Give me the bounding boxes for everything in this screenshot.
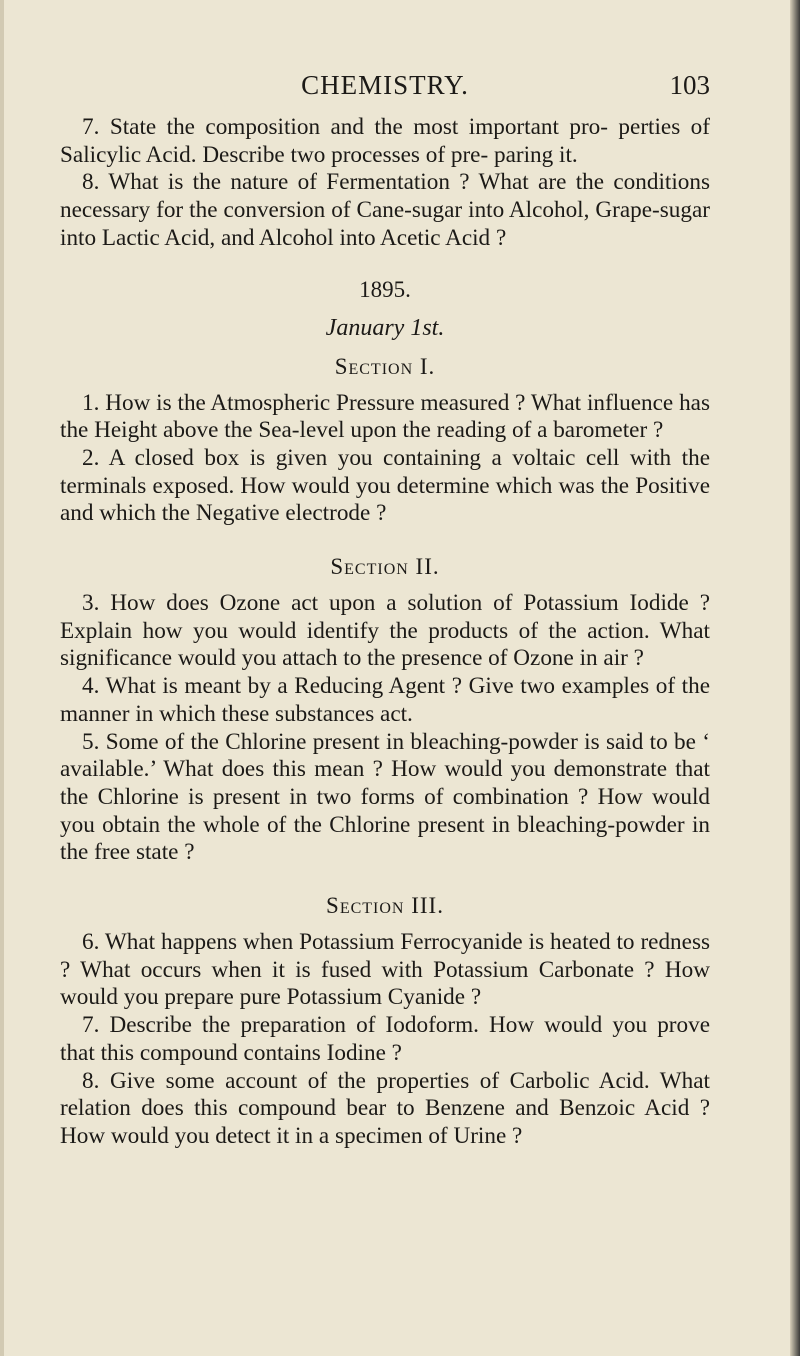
question-7-salicylic: 7. State the composition and the most important pro- perties of Salicylic Acid. Describe two processes of pre- paring it. (60, 114, 710, 168)
question-item: 8. Give some account of the properties of Carbolic Acid. What relation does this compound bear to Benzene and Benzoic Acid ? How would you detect it in a specimen of Urine ? (60, 1067, 710, 1149)
section-heading-2: Section II. (330, 554, 440, 580)
exam-year: 1895. (359, 276, 411, 302)
question-item: 6. What happens when Potassium Ferrocyanide is heated to redness ? What occurs when it is fused with Potassium Carbonate ? How would you prepare pure Potassium Cyanide ? (60, 929, 710, 1011)
running-head (60, 66, 710, 106)
running-title: CHEMISTRY. (301, 70, 469, 100)
question-item: 7. Describe the preparation of Iodoform. How would you prove that this compound contains Iodine ? (60, 1012, 710, 1066)
book-spine-edge (790, 0, 800, 1356)
page-number: 103 (669, 70, 710, 100)
page-left-edge (0, 0, 4, 1356)
section-heading-3: Section III. (326, 893, 444, 919)
question-item: 4. What is meant by a Reducing Agent ? Give two examples of the manner in which these substances act. (60, 673, 710, 727)
book-page (60, 66, 710, 1151)
question-8-fermentation: 8. What is the nature of Fermentation ? What are the conditions necessary for the conversion of Cane-sugar into Alcohol, Grape-sugar into Lactic Acid, and Alcohol into Acetic Acid ? (60, 169, 710, 251)
question-item: 1. How is the Atmospheric Pressure measured ? What influence has the Height above the Sea-level upon the reading of a barometer ? (60, 389, 710, 444)
question-item: 3. How does Ozone act upon a solution of Potassium Iodide ? Explain how you would identify the products of the action. What significance would you attach to the presence of Ozone in air ? (60, 590, 710, 672)
section-heading-1: Section I. (334, 353, 436, 379)
exam-date: January 1st. (325, 314, 445, 341)
question-item: 2. A closed box is given you containing a voltaic cell with the terminals exposed. How would you determine which was the Positive and which the Negative electrode ? (60, 444, 710, 527)
question-item: 5. Some of the Chlorine present in bleaching-powder is said to be ‘ available.’ What does this mean ? How would you demonstrate that the Chlorine is present in two forms of combination ? How would you obtain the whole of the Chlorine present in bleaching-powder in the free state ? (60, 728, 710, 866)
